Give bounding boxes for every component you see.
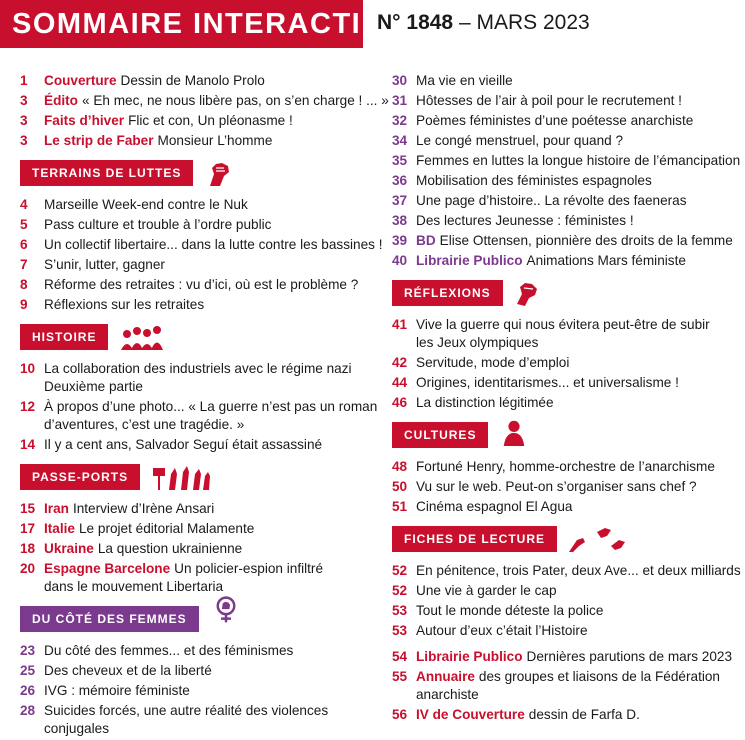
section-label: PASSE-PORTS	[20, 464, 140, 490]
toc-entry[interactable]: 30 Ma vie en vieille	[392, 73, 513, 88]
toc-entry[interactable]: 8 Réforme des retraites : vu d’ici, où est le problème ?	[20, 277, 359, 292]
toc-entry[interactable]: 5 Pass culture et trouble à l’ordre public	[20, 217, 272, 232]
toc-entry[interactable]: 53 Autour d’eux c’était l’Histoire	[392, 623, 588, 638]
toc-entry[interactable]: 48 Fortuné Henry, homme-orchestre de l’anarchisme	[392, 459, 715, 474]
section-passe-ports	[20, 464, 380, 492]
toc-entry[interactable]: 42 Servitude, mode d’emploi	[392, 355, 570, 370]
toc-entry[interactable]: 35 Femmes en luttes la longue histoire de l’émancipation	[392, 153, 741, 168]
issue-number: N° 1848	[377, 11, 454, 34]
section-label: DU CÔTÉ DES FEMMES	[20, 606, 199, 632]
section-label: FICHES DE LECTURE	[392, 526, 557, 552]
toc-entry[interactable]: 31 Hôtesses de l’air à poil pour le recrutement !	[392, 93, 682, 108]
masthead	[0, 0, 745, 48]
page-title: SOMMAIRE INTERACTIF	[0, 0, 363, 48]
toc-entry[interactable]: 3 Édito « Eh mec, ne nous libère pas, on s’en charge ! ... »	[20, 93, 389, 108]
section-du-cote-des-femmes	[20, 606, 380, 634]
issue-info	[377, 11, 590, 35]
toc-entry[interactable]: 7 S’unir, lutter, gagner	[20, 257, 165, 272]
fist-icon	[204, 160, 236, 188]
toc-entry[interactable]: 12 À propos d’une photo... « La guerre n’est pas un roman d’aventures, c’est une tragédie. »	[20, 399, 378, 432]
toc-entry[interactable]: 55 Annuaire des groupes et liaisons de la Fédération anarchiste	[392, 669, 720, 702]
section-reflexions	[392, 280, 742, 308]
toc-entry[interactable]: 38 Des lectures Jeunesse : féministes !	[392, 213, 634, 228]
toc-entry[interactable]: 37 Une page d’histoire.. La révolte des faeneras	[392, 193, 687, 208]
crowd-icon	[119, 324, 167, 352]
toc-entry[interactable]: 20 Espagne Barcelone Un policier-espion infiltré dans le mouvement Libertaria	[20, 561, 324, 594]
toc-entry[interactable]: 10 La collaboration des industriels avec le régime nazi Deuxième partie	[20, 361, 352, 394]
section-histoire	[20, 324, 380, 352]
section-label: TERRAINS DE LUTTES	[20, 160, 193, 186]
toc-entry[interactable]: 32 Poèmes féministes d’une poétesse anarchiste	[392, 113, 694, 128]
section-label: RÉFLEXIONS	[392, 280, 503, 306]
toc-entry[interactable]: 28 Suicides forcés, une autre réalité des violences conjugales	[20, 703, 329, 736]
toc-entry[interactable]: 1 Couverture Dessin de Manolo Prolo	[20, 73, 265, 88]
toc-entry[interactable]: 39 BD Elise Ottensen, pionnière des droits de la femme	[392, 233, 733, 248]
toc-entry[interactable]: 6 Un collectif libertaire... dans la lutte contre les bassines !	[20, 237, 383, 252]
toc-entry[interactable]: 17 Italie Le projet éditorial Malamente	[20, 521, 255, 536]
toc-entry[interactable]: 56 IV de Couverture dessin de Farfa D.	[392, 707, 640, 722]
venus-fist-icon	[209, 596, 243, 624]
issue-date: – MARS 2023	[458, 11, 590, 34]
toc-entry[interactable]: 36 Mobilisation des féministes espagnoles	[392, 173, 652, 188]
toc-entry[interactable]: 50 Vu sur le web. Peut-on s’organiser sans chef ?	[392, 479, 697, 494]
right-column	[392, 72, 742, 726]
section-fiches-de-lecture	[392, 526, 742, 554]
toc-entry[interactable]: 18 Ukraine La question ukrainienne	[20, 541, 243, 556]
toc-entry[interactable]: 3 Le strip de Faber Monsieur L’homme	[20, 133, 273, 148]
left-column	[20, 72, 389, 740]
section-label: CULTURES	[392, 422, 488, 448]
toc-entry[interactable]: 4 Marseille Week-end contre le Nuk	[20, 197, 248, 212]
toc-entry[interactable]: 26 IVG : mémoire féministe	[20, 683, 190, 698]
section-label: HISTOIRE	[20, 324, 108, 350]
protest-icon	[151, 464, 211, 492]
toc-entry[interactable]: 23 Du côté des femmes... et des féminismes	[20, 643, 294, 658]
toc-entry[interactable]: 53 Tout le monde déteste la police	[392, 603, 604, 618]
toc-entry[interactable]: 14 Il y a cent ans, Salvador Seguí était assassiné	[20, 437, 323, 452]
section-terrains-de-luttes	[20, 160, 380, 188]
toc-entry[interactable]: 51 Cinéma espagnol El Agua	[392, 499, 573, 514]
bust-icon	[499, 418, 529, 446]
toc-entry[interactable]: 25 Des cheveux et de la liberté	[20, 663, 212, 678]
toc-entry[interactable]: 54 Librairie Publico Dernières parutions de mars 2023	[392, 649, 733, 664]
toc-entry[interactable]: 3 Faits d’hiver Flic et con, Un pléonasme !	[20, 113, 293, 128]
toc-entry[interactable]: 40 Librairie Publico Animations Mars féministe	[392, 253, 686, 268]
toc-entry[interactable]: 34 Le congé menstruel, pour quand ?	[392, 133, 624, 148]
fist-icon	[513, 280, 543, 308]
toc-entry[interactable]: 15 Iran Interview d’Irène Ansari	[20, 501, 215, 516]
hands-icon	[567, 526, 627, 554]
section-cultures	[392, 422, 742, 450]
toc-entry[interactable]: 41 Vive la guerre qui nous évitera peut-être de subir les Jeux olympiques	[392, 317, 710, 350]
toc-entry[interactable]: 44 Origines, identitarismes... et universalisme !	[392, 375, 679, 390]
toc-entry[interactable]: 9 Réflexions sur les retraites	[20, 297, 205, 312]
toc-entry[interactable]: 52 En pénitence, trois Pater, deux Ave... et deux milliards	[392, 563, 741, 578]
toc-entry[interactable]: 46 La distinction légitimée	[392, 395, 554, 410]
toc-entry[interactable]: 52 Une vie à garder le cap	[392, 583, 557, 598]
